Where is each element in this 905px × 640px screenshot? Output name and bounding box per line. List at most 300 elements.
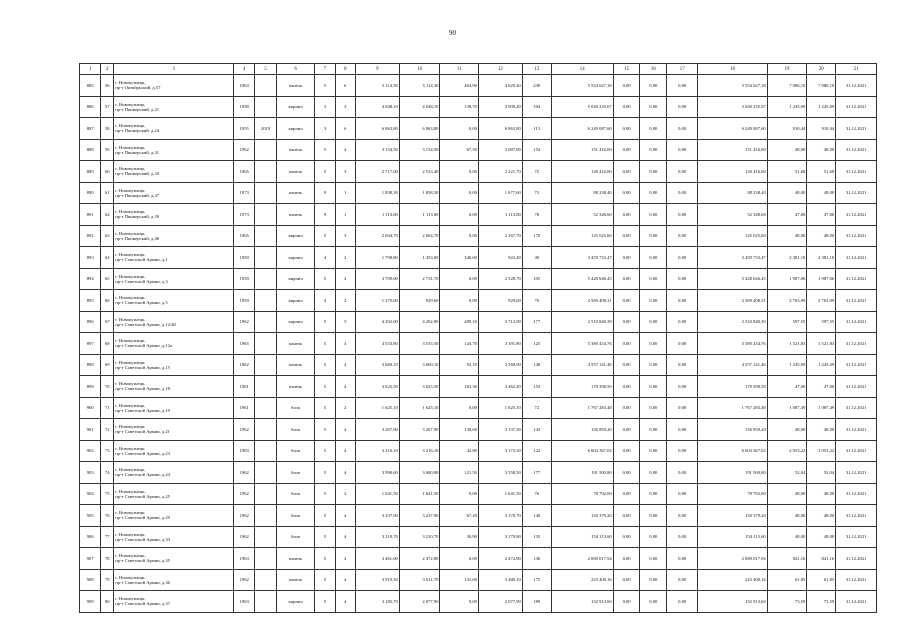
cell-v17: 0,00 [667,354,698,376]
address-cell [114,139,234,161]
address-city: г. Новокузнецк, [115,338,146,344]
cell-v16: 0,00 [640,376,667,398]
cell-en: 4 [335,354,355,376]
cell-v15: 0,00 [613,139,640,161]
cell-v15: 0,00 [613,354,640,376]
cell-v10: 3 210,70 [399,526,440,548]
cell-fl: 5 [315,311,335,333]
cell-v12: 2 077,90 [478,591,522,613]
cell-year2 [255,161,276,183]
cell-v13: 105 [522,268,551,290]
cell-id: 66 [101,290,114,312]
cell-v9: 3 216,10 [355,440,399,462]
cell-year: 1959 [234,268,255,290]
cell-v17: 0,00 [667,505,698,527]
address-cell [114,161,234,183]
address-street: пр-т Советской Армии, д.18 [115,386,170,392]
address-city: г. Новокузнецк, [115,553,146,559]
address-street: пр-т Пионерский, д.37 [115,192,160,198]
cell-v18: 1 767 283,48 [698,397,768,419]
cell-v14: 78 792,00 [551,483,613,505]
cell-mat: кирпич [276,225,315,247]
cell-v14: 150 379,20 [551,505,613,527]
cell-v9: 6 863,80 [355,118,399,140]
cell-v19: 47,00 [767,376,807,398]
cell-year2 [255,311,276,333]
cell-year2 [255,268,276,290]
cell-v12: 3 170,70 [478,505,522,527]
cell-v12: 3 568,00 [478,354,522,376]
cell-mat: блок [276,483,315,505]
cell-year: 1973 [234,204,255,226]
cell-fl: 5 [315,526,335,548]
address-city: г. Новокузнецк, [115,445,146,451]
cell-en: 2 [335,290,355,312]
cell-v13: 104 [522,96,551,118]
cell-v15: 0,00 [613,526,640,548]
cell-v11: 0,00 [440,591,479,613]
cell-fl: 5 [315,397,335,419]
column-number-cell: 1 [80,64,101,75]
cell-v12: 2 528,70 [478,268,522,290]
cell-v11: 0,00 [440,268,479,290]
cell-n: 907 [80,548,101,570]
cell-v17: 0,00 [667,204,698,226]
address-cell [114,397,234,419]
cell-year2 [255,419,276,441]
cell-v16: 0,00 [640,419,667,441]
column-number-cell: 5 [255,64,276,75]
address-street: пр-т Советской Армии, д.12/40 [115,321,176,327]
cell-v16: 0,00 [640,182,667,204]
cell-v13: 122 [522,440,551,462]
cell-v15: 0,00 [613,505,640,527]
cell-v13: 49 [522,247,551,269]
cell-v15: 0,00 [613,591,640,613]
cell-year2 [255,75,276,97]
cell-date: 31.12.2021 [836,96,877,118]
cell-v16: 0,00 [640,225,667,247]
page-number: 90 [449,29,456,37]
cell-v9: 3 461,00 [355,548,399,570]
cell-v13: 78 [522,204,551,226]
address-cell [114,526,234,548]
address-cell [114,462,234,484]
cell-v16: 0,00 [640,311,667,333]
address-cell [114,354,234,376]
cell-v16: 0,00 [640,505,667,527]
cell-v11: 138,70 [440,96,479,118]
cell-n: 903 [80,462,101,484]
cell-year: 1965 [234,225,255,247]
cell-year2 [255,225,276,247]
cell-v16: 0,00 [640,569,667,591]
column-number-cell: 20 [807,64,836,75]
cell-fl: 5 [315,591,335,613]
cell-year: 1962 [234,483,255,505]
address-cell [114,290,234,312]
cell-year: 1963 [234,548,255,570]
column-number-cell: 18 [698,64,768,75]
address-city: г. Новокузнецк, [115,596,146,602]
cell-v18: 130 416,00 [698,161,768,183]
cell-year: 1963 [234,440,255,462]
cell-year: 1962 [234,139,255,161]
cell-v19: 73,59 [767,591,807,613]
cell-v11: 0,00 [440,182,479,204]
cell-v9: 4 202,00 [355,311,399,333]
cell-v11: 0,00 [440,204,479,226]
cell-v14: 151 416,00 [551,139,613,161]
cell-v20: 48,00 [807,505,836,527]
cell-en: 6 [335,118,355,140]
address-cell [114,333,234,355]
cell-fl: 5 [315,75,335,97]
cell-n: 905 [80,505,101,527]
cell-id: 68 [101,333,114,355]
address-street: пр-т Советской Армии, д.3 [115,278,168,284]
address-cell [114,182,234,204]
cell-id: 78 [101,548,114,570]
cell-v14: 2 510 840,39 [551,311,613,333]
cell-mat: панель [276,204,315,226]
cell-v15: 0,00 [613,247,640,269]
cell-n: 894 [80,268,101,290]
cell-v12: 3 173,30 [478,440,522,462]
cell-year: 1962 [234,505,255,527]
cell-v18: 2 569 408,31 [698,290,768,312]
cell-v19: 1 521,83 [767,333,807,355]
cell-date: 31.12.2021 [836,118,877,140]
cell-v11: 346,60 [440,247,479,269]
cell-mat: панель [276,376,315,398]
cell-v18: 2 510 840,39 [698,311,768,333]
address-street: пр-т Советской Армии, д.24 [115,472,170,478]
cell-v16: 0,00 [640,462,667,484]
address-street: пр-т Советской Армии, д.12а [115,343,172,349]
cell-v9: 3 660,10 [355,354,399,376]
cell-fl: 5 [315,505,335,527]
cell-v13: 189 [522,591,551,613]
cell-v11: 0,00 [440,483,479,505]
address-cell [114,419,234,441]
cell-v14: 154 113,60 [551,526,613,548]
cell-v20: 1 087,49 [807,397,836,419]
cell-v10: 1 625,10 [399,397,440,419]
cell-fl: 5 [315,268,335,290]
cell-v17: 0,00 [667,419,698,441]
address-street: пр-т Пионерский, д.33 [115,171,160,177]
cell-v20: 1 987,06 [807,268,836,290]
cell-id: 64 [101,247,114,269]
cell-fl: 5 [315,376,335,398]
cell-v19: 2 053,22 [767,440,807,462]
cell-year: 1965 [234,333,255,355]
address-city: г. Новокузнецк, [115,488,146,494]
cell-v15: 0,00 [613,182,640,204]
cell-v9: 3 990,60 [355,462,399,484]
cell-v10: 929,60 [399,290,440,312]
cell-v20: 52,04 [807,462,836,484]
cell-n: 890 [80,182,101,204]
table-row [80,118,877,140]
cell-mat: панель [276,548,315,570]
cell-mat: панель [276,333,315,355]
cell-year2 [255,247,276,269]
cell-year2 [255,96,276,118]
cell-year: 1958 [234,96,255,118]
cell-en: 2 [335,397,355,419]
cell-v18: 152 913,60 [698,591,768,613]
cell-v20: 2 763,99 [807,290,836,312]
cell-v18: 191 500,80 [698,462,768,484]
cell-v11: 130,60 [440,419,479,441]
cell-mat: панель [276,161,315,183]
address-city: г. Новокузнецк, [115,166,146,172]
cell-year: 1959 [234,290,255,312]
column-number-cell: 4 [234,64,255,75]
cell-v10: 3 216,10 [399,440,440,462]
cell-v15: 0,00 [613,440,640,462]
column-number-cell: 19 [767,64,807,75]
cell-v18: 151 416,00 [698,139,768,161]
cell-v19: 47,00 [767,204,807,226]
cell-id: 80 [101,591,114,613]
cell-v13: 136 [522,548,551,570]
cell-v9: 4 048,10 [355,96,399,118]
cell-v15: 0,00 [613,483,640,505]
table-row [80,569,877,591]
cell-v20: 73,59 [807,591,836,613]
cell-en: 1 [335,204,355,226]
cell-v19: 1 245,09 [767,96,807,118]
cell-v16: 0,00 [640,526,667,548]
address-city: г. Новокузнецк, [115,187,146,193]
cell-v14: 3 459 733,47 [551,247,613,269]
cell-n: 893 [80,247,101,269]
address-cell [114,75,234,97]
cell-id: 57 [101,96,114,118]
cell-v9: 5 114,30 [355,75,399,97]
cell-v10: 2 731,70 [399,268,440,290]
cell-v11: 0,00 [440,161,479,183]
address-cell [114,311,234,333]
cell-fl: 5 [315,225,335,247]
cell-year: 1962 [234,419,255,441]
cell-v15: 0,00 [613,161,640,183]
cell-v17: 0,00 [667,526,698,548]
cell-v12: 3 909,40 [478,96,522,118]
address-city: г. Новокузнецк, [115,144,146,150]
cell-v14: 5 380 434,76 [551,333,613,355]
cell-en: 4 [335,462,355,484]
cell-n: 892 [80,225,101,247]
cell-en: 4 [335,505,355,527]
cell-id: 75 [101,483,114,505]
column-number-cell: 16 [640,64,667,75]
cell-year2 [255,376,276,398]
cell-v19: 910,44 [767,118,807,140]
cell-v11: 0,00 [440,548,479,570]
cell-v20: 7 086,10 [807,75,836,97]
cell-mat: блок [276,526,315,548]
cell-fl: 5 [315,548,335,570]
cell-v9: 3 185,70 [355,591,399,613]
column-number-cell: 17 [667,64,698,75]
cell-v12: 3 179,80 [478,526,522,548]
cell-v12: 2 221,70 [478,161,522,183]
cell-v13: 175 [522,569,551,591]
cell-v17: 0,00 [667,247,698,269]
cell-en: 4 [335,376,355,398]
cell-v10: 2 472,80 [399,548,440,570]
table-row [80,440,877,462]
cell-v15: 0,00 [613,548,640,570]
address-street: пр-т Пионерский, д.31 [115,149,160,155]
cell-v18: 170 398,50 [698,376,768,398]
table-row [80,204,877,226]
cell-n: 888 [80,139,101,161]
cell-v16: 0,00 [640,268,667,290]
cell-v20: 48,00 [807,225,836,247]
cell-v17: 0,00 [667,376,698,398]
address-street: пр-т Советской Армии, д.37 [115,601,170,607]
cell-v14: 5 040 235,07 [551,96,613,118]
cell-n: 908 [80,569,101,591]
cell-v17: 0,00 [667,225,698,247]
cell-v18: 52 348,60 [698,204,768,226]
cell-year: 1962 [234,354,255,376]
cell-v11: 67,20 [440,505,479,527]
cell-date: 31.12.2021 [836,419,877,441]
cell-v18: 150 379,20 [698,505,768,527]
cell-v15: 0,00 [613,419,640,441]
cell-v18: 156 859,20 [698,419,768,441]
address-cell [114,268,234,290]
cell-year: 1973 [234,182,255,204]
cell-year: 1963 [234,75,255,97]
cell-year2 [255,548,276,570]
cell-year: 1962 [234,526,255,548]
cell-v17: 0,00 [667,483,698,505]
cell-year: 1963 [234,591,255,613]
cell-n: 885 [80,75,101,97]
cell-v13: 140 [522,505,551,527]
cell-v9: 1 113,80 [355,204,399,226]
cell-v14: 152 913,60 [551,591,613,613]
cell-v12: 1 113,80 [478,204,522,226]
cell-id: 70 [101,376,114,398]
cell-v12: 3 391,80 [478,333,522,355]
cell-v20: 1 521,83 [807,333,836,355]
address-city: г. Новокузнецк, [115,316,146,322]
cell-year: 1959 [234,247,255,269]
cell-en: 3 [335,96,355,118]
cell-year: 1965 [234,161,255,183]
address-city: г. Новокузнецк, [115,424,146,430]
cell-date: 31.12.2021 [836,376,877,398]
cell-v11: 121,50 [440,462,479,484]
cell-id: 77 [101,526,114,548]
cell-year2 [255,290,276,312]
cell-v15: 0,00 [613,225,640,247]
housing-register-table [79,63,877,613]
cell-v20: 1 245,09 [807,96,836,118]
address-city: г. Новокузнецк, [115,123,146,129]
cell-year2 [255,139,276,161]
cell-v9: 1 625,10 [355,397,399,419]
cell-date: 31.12.2021 [836,483,877,505]
address-city: г. Новокузнецк, [115,531,146,537]
cell-date: 31.12.2021 [836,397,877,419]
cell-v17: 0,00 [667,182,698,204]
cell-v16: 0,00 [640,397,667,419]
cell-v9: 3 237,90 [355,505,399,527]
cell-mat: кирпич [276,247,315,269]
cell-v18: 223 400,16 [698,569,768,591]
cell-n: 900 [80,397,101,419]
cell-v17: 0,00 [667,268,698,290]
cell-v10: 2 523,40 [399,161,440,183]
cell-date: 31.12.2021 [836,505,877,527]
cell-year: 1962 [234,311,255,333]
cell-en: 1 [335,182,355,204]
cell-v15: 0,00 [613,96,640,118]
cell-v20: 2 381,10 [807,247,836,269]
cell-date: 31.12.2021 [836,569,877,591]
cell-v18: 5 554 627,18 [698,75,768,97]
address-street: пр-т Пионерский, д.24 [115,128,160,134]
address-street: пр-т Советской Армии, д.5 [115,300,168,306]
cell-v11: 143,70 [440,333,479,355]
cell-mat: блок [276,440,315,462]
cell-v13: 153 [522,376,551,398]
cell-v16: 0,00 [640,333,667,355]
table-row [80,161,877,183]
cell-mat: кирпич [276,118,315,140]
column-number-cell: 14 [551,64,613,75]
cell-mat: блок [276,419,315,441]
cell-v14: 52 348,60 [551,204,613,226]
cell-en: 3 [335,161,355,183]
cell-v12: 1 677,60 [478,182,522,204]
cell-id: 73 [101,440,114,462]
cell-fl: 5 [315,569,335,591]
cell-v19: 48,00 [767,182,807,204]
cell-date: 31.12.2021 [836,548,877,570]
cell-id: 62 [101,204,114,226]
cell-year2 [255,505,276,527]
cell-id: 58 [101,118,114,140]
cell-v13: 143 [522,419,551,441]
cell-v14: 223 400,16 [551,569,613,591]
cell-date: 31.12.2021 [836,290,877,312]
cell-id: 67 [101,311,114,333]
cell-v14: 6 249 087,60 [551,118,613,140]
cell-v13: 177 [522,462,551,484]
column-number-cell: 6 [276,64,315,75]
cell-v13: 135 [522,526,551,548]
cell-en: 4 [335,139,355,161]
column-number-cell: 7 [315,64,335,75]
cell-n: 904 [80,483,101,505]
cell-v12: 929,60 [478,290,522,312]
cell-v10: 1 453,00 [399,247,440,269]
address-city: г. Новокузнецк, [115,574,146,580]
cell-v9: 3 210,70 [355,526,399,548]
cell-v17: 0,00 [667,75,698,97]
cell-v20: 48,00 [807,419,836,441]
